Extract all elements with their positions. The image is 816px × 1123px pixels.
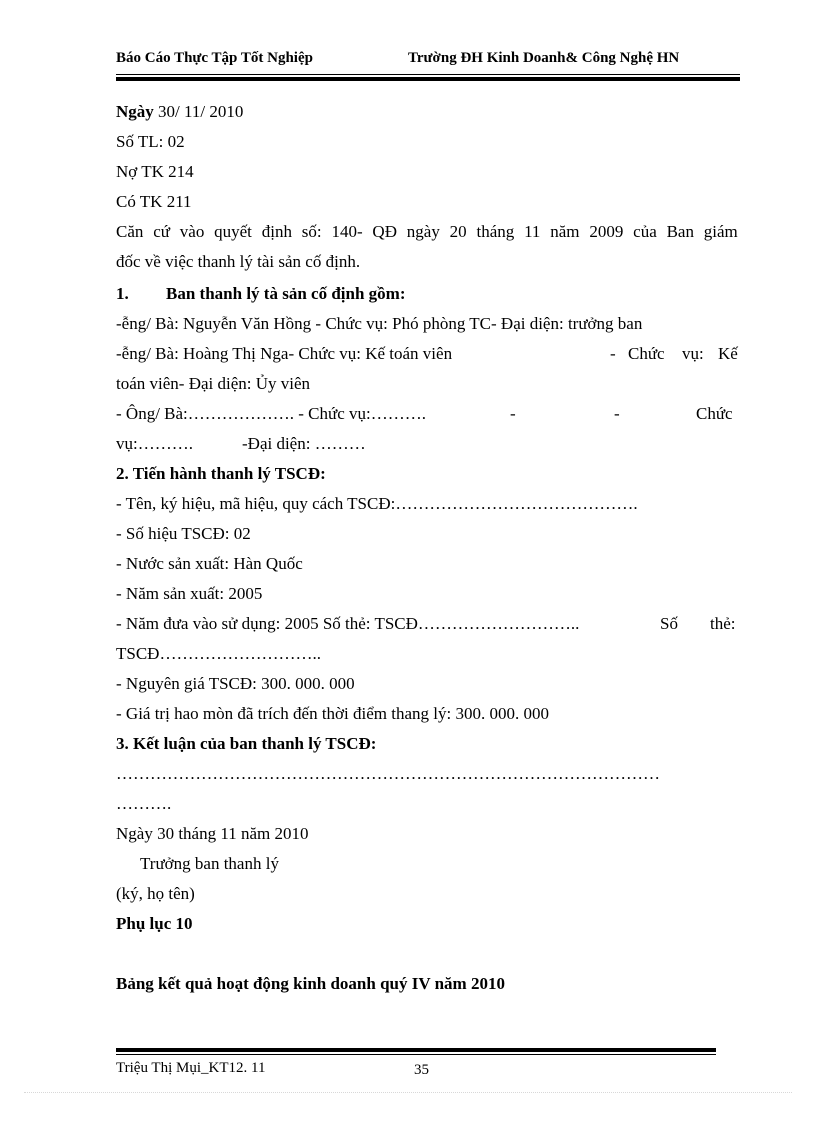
word: 2009 [589, 222, 624, 241]
sign-note: (ký, họ tên) [116, 884, 195, 903]
header-report-title: Báo Cáo Thực Tập Tốt Nghiệp [116, 50, 313, 66]
section-2-heading: 2. Tiến hành thanh lý TSCĐ: [116, 464, 326, 483]
member-3-cont-a: vụ:………. [116, 434, 193, 453]
no-tk: Nợ TK 214 [116, 162, 194, 181]
table-title: Bảng kết quả hoạt động kinh doanh quý IV năm 2010 [116, 974, 505, 993]
member-1: -ễng/ Bà: Nguyễn Văn Hồng - Chức vụ: Phó phòng TC- Đại diện: trưởng ban [116, 314, 643, 333]
sign-date: Ngày 30 tháng 11 năm 2010 [116, 824, 309, 843]
page-bottom-divider [24, 1092, 792, 1093]
footer-rule-thick [116, 1048, 716, 1052]
word: 20 [449, 222, 467, 241]
word: của [633, 222, 657, 241]
word: Căn [116, 222, 144, 241]
sign-role: Trưởng ban thanh lý [140, 854, 279, 873]
word: vào [179, 222, 205, 241]
can-cu-cont: đốc về việc thanh lý tài sản cố định. [116, 252, 361, 271]
dots-short: ………. [116, 794, 172, 813]
member-3-word: Chức [696, 404, 733, 423]
word: quyết [214, 222, 252, 241]
word: ngày [406, 222, 440, 241]
member-2-line [116, 344, 738, 364]
tscd-cont: TSCĐ……………………….. [116, 644, 321, 663]
header-rule-thin [116, 74, 740, 75]
member-2-word: vụ: [682, 344, 704, 363]
member-3-part: - Ông/ Bà:………………. - Chức vụ:………. [116, 404, 427, 423]
ten-line: - Tên, ký hiệu, mã hiệu, quy cách TSCĐ:……………………………………. [116, 494, 638, 513]
member-3-cont-b: -Đại diện: ……… [242, 434, 366, 453]
member-2-cont: toán viên- Đại diện: Ủy viên [116, 374, 311, 393]
nuoc-sx-line: - Nước sản xuất: Hàn Quốc [116, 554, 303, 573]
word: số: [301, 222, 322, 241]
nam-dua-line [116, 614, 738, 634]
word: tháng [476, 222, 515, 241]
word: Ban [666, 222, 694, 241]
footer-page-number: 35 [414, 1062, 429, 1078]
section-3-heading: 3. Kết luận của ban thanh lý TSCĐ: [116, 734, 377, 753]
date-line [116, 102, 243, 122]
member-2-word: Kế [718, 344, 738, 363]
page-header [116, 50, 740, 70]
footer-author: Triệu Thị Mụi_KT12. 11 [116, 1060, 266, 1076]
word: 140- [331, 222, 363, 241]
nam-dua-part: - Năm đưa vào sử dụng: 2005 Số thẻ: TSCĐ……………………….. [116, 614, 580, 633]
gia-tri-hm-line: - Giá trị hao mòn đã trích đến thời điểm thang lý: 300. 000. 000 [116, 704, 549, 723]
word: định [261, 222, 292, 241]
member-3-cont [116, 434, 366, 454]
can-cu-line [116, 222, 738, 242]
date-label: Ngày [116, 102, 154, 121]
member-2-word: Chức [628, 344, 665, 363]
member-3-line [116, 404, 738, 424]
word: QĐ [372, 222, 397, 241]
appendix-label: Phụ lục 10 [116, 914, 193, 933]
nguyen-gia-line: - Nguyên giá TSCĐ: 300. 000. 000 [116, 674, 355, 693]
section-1-title: Ban thanh lý tà sản cố định gồm: [166, 284, 406, 303]
header-rule-thick [116, 77, 740, 81]
date-value: 30/ 11/ 2010 [153, 102, 244, 121]
so-tl: Số TL: 02 [116, 132, 185, 151]
nam-sx-line: - Năm sản xuất: 2005 [116, 584, 263, 603]
word: 11 [524, 222, 541, 241]
member-2-left: -ễng/ Bà: Hoàng Thị Nga- Chức vụ: Kế toán viên [116, 344, 453, 363]
member-3-dash: - [510, 404, 516, 423]
word: năm [550, 222, 580, 241]
section-1-heading [116, 284, 406, 304]
section-1-number: 1. [116, 284, 129, 303]
footer-rule-thin [116, 1054, 716, 1055]
co-tk: Có TK 211 [116, 192, 192, 211]
word: giám [703, 222, 738, 241]
header-school-name: Trường ĐH Kinh Doanh& Công Nghệ HN [408, 50, 680, 66]
nam-dua-word: Số [660, 614, 678, 633]
member-3-dash: - [614, 404, 620, 423]
nam-dua-word: thẻ: [710, 614, 736, 633]
word: cứ [153, 222, 170, 241]
member-2-dash: - [610, 344, 616, 363]
so-hieu-line: - Số hiệu TSCĐ: 02 [116, 524, 251, 543]
dots-line: …………………………………………………………………………………… [116, 764, 660, 783]
